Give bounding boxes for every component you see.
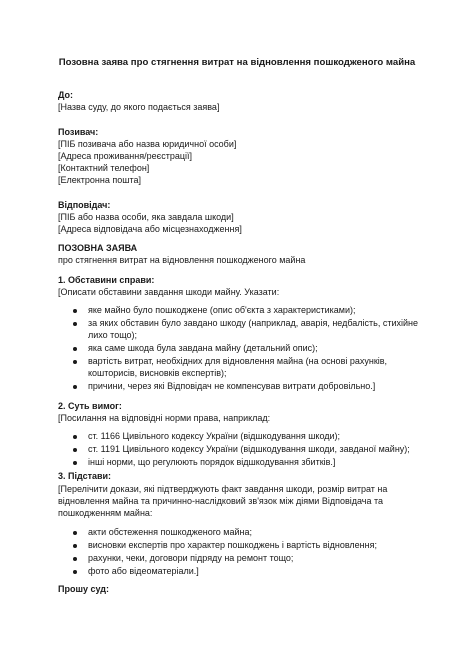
plaintiff-label: Позивач: — [58, 127, 99, 137]
bullet — [73, 385, 77, 389]
defendant-label: Відповідач: — [58, 200, 111, 210]
list-item: інші норми, що регулюють порядок відшкодування збитків.] — [88, 457, 336, 467]
list-item: за яких обставин було завдано шкоду (наприклад, аварія, недбалість, стихійне — [88, 318, 419, 328]
section-2-intro: [Посилання на відповідні норми права, наприклад: — [58, 413, 271, 423]
list-item: вартість витрат, необхідних для відновлення майна (на основі рахунків, — [88, 356, 388, 366]
bullet — [73, 544, 77, 548]
bullet — [73, 557, 77, 561]
list-item: ст. 1166 Цивільного кодексу України (відшкодування шкоди); — [88, 431, 341, 441]
list-item: рахунки, чеки, договори підряду на ремонт тощо; — [88, 553, 294, 563]
plaintiff-line: [Електронна пошта] — [58, 175, 142, 185]
defendant-line: [ПІБ або назва особи, яка завдала шкоди] — [58, 212, 234, 222]
list-item: яка саме шкода була завдана майну (детальний опис); — [88, 343, 318, 353]
bullet — [73, 360, 77, 364]
plaintiff-line: [Контактний телефон] — [58, 163, 150, 173]
bullet — [73, 531, 77, 535]
plaintiff-line: [Адреса проживання/реєстрації] — [58, 151, 192, 161]
bullet — [73, 570, 77, 574]
list-item: причини, через які Відповідач не компенсував витрати добровільно.] — [88, 381, 376, 391]
section-3-intro: пошкодженням майна: — [58, 508, 153, 518]
document-title: Позовна заява про стягнення витрат на відновлення пошкодженого майна — [58, 57, 416, 68]
list-item: фото або відеоматеріали.] — [88, 566, 199, 576]
list-item: яке майно було пошкоджене (опис об'єкта з характеристиками); — [88, 305, 356, 315]
section-3-intro: відновлення майна та причинно-наслідковий зв'язок між діями Відповідача та — [58, 496, 384, 506]
list-item: ст. 1191 Цивільного кодексу України (відшкодування шкоди, завданої майну); — [88, 444, 410, 454]
section-1-intro: [Описати обставини завдання шкоди майну. Указати: — [58, 287, 280, 297]
claim-subheading: про стягнення витрат на відновлення пошкодженого майна — [58, 255, 306, 265]
plaintiff-line: [ПІБ позивача або назва юридичної особи] — [58, 139, 237, 149]
to-label: До: — [58, 90, 74, 100]
section-2-heading: 2. Суть вимог: — [58, 401, 122, 411]
list-item: акти обстеження пошкодженого майна; — [88, 527, 253, 537]
bullet — [73, 448, 77, 452]
to-line: [Назва суду, до якого подається заява] — [58, 102, 220, 112]
defendant-line: [Адреса відповідача або місцезнаходження] — [58, 224, 242, 234]
list-item: висновки експертів про характер пошкоджень і вартість відновлення; — [88, 540, 377, 550]
list-item-continued: кошторисів, висновків експертів); — [88, 368, 227, 378]
section-3-intro: [Перелічити докази, які підтверджують факт завдання шкоди, розмір витрат на — [58, 484, 388, 494]
bullet — [73, 322, 77, 326]
claim-heading: ПОЗОВНА ЗАЯВА — [58, 243, 138, 253]
bullet — [73, 435, 77, 439]
request-heading: Прошу суд: — [58, 584, 109, 594]
bullet — [73, 347, 77, 351]
section-1-heading: 1. Обставини справи: — [58, 275, 155, 285]
bullet — [73, 309, 77, 313]
bullet — [73, 461, 77, 465]
section-3-heading: 3. Підстави: — [58, 471, 112, 481]
list-item-continued: лихо тощо); — [88, 330, 138, 340]
